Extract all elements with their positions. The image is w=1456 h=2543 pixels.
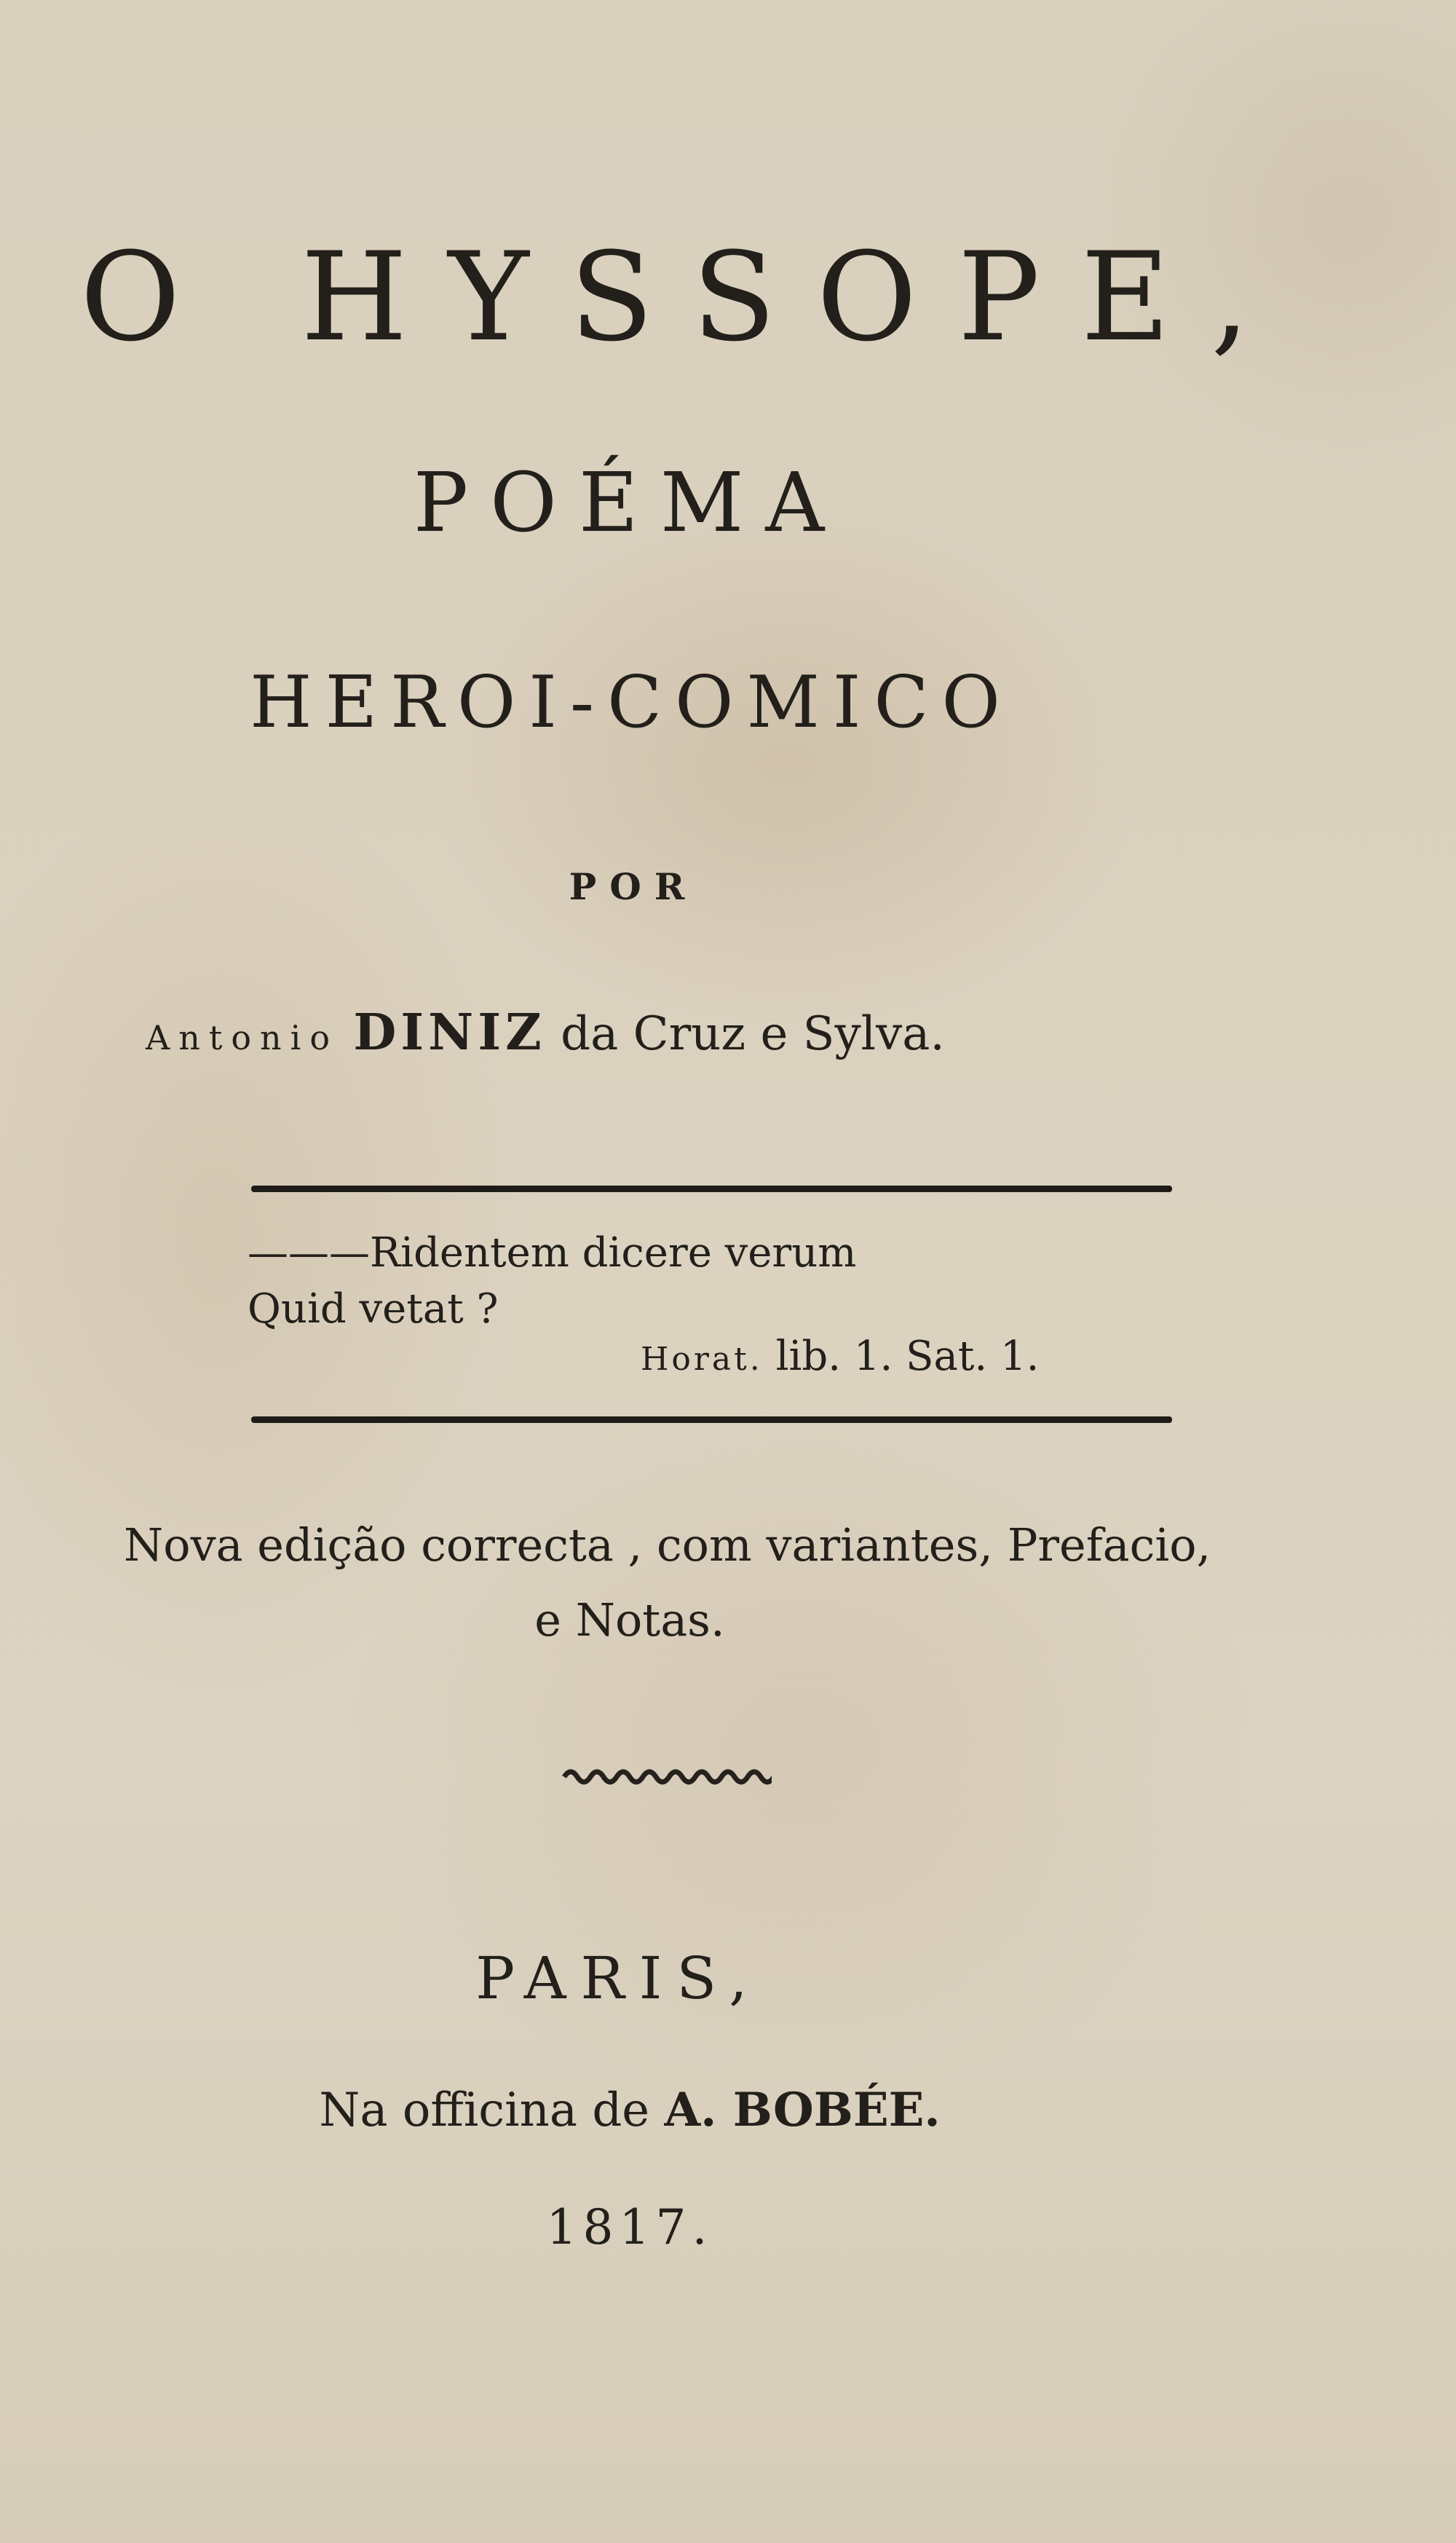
epigraph-source-ref: lib. 1. Sat. 1. bbox=[775, 1333, 1040, 1380]
imprint-city: PARIS, bbox=[475, 1944, 762, 2012]
ornament-divider bbox=[561, 1762, 772, 1791]
epigraph-source bbox=[641, 1333, 1039, 1380]
epigraph-source-name: Horat. bbox=[641, 1341, 763, 1378]
printer-prefix: Na officina de bbox=[319, 2083, 650, 2137]
author-surname: DINIZ bbox=[353, 1004, 546, 1062]
top-rule bbox=[251, 1186, 1172, 1192]
by-label: POR bbox=[569, 865, 698, 908]
edition-line-1: Nova edição correcta , com variantes, Prefacio, bbox=[124, 1518, 1211, 1572]
author-rest: da Cruz e Sylva. bbox=[561, 1007, 945, 1061]
printer-name: A. BOBÉE. bbox=[664, 2083, 941, 2137]
imprint-year: 1817. bbox=[546, 2199, 713, 2255]
title-line-3: HEROI-COMICO bbox=[250, 661, 1013, 744]
epigraph-line-1: ———Ridentem dicere verum bbox=[248, 1229, 857, 1277]
imprint-printer bbox=[0, 2083, 1259, 2137]
bottom-rule bbox=[251, 1416, 1172, 1423]
title-line-2: POÉMA bbox=[413, 456, 847, 551]
author-line bbox=[146, 1004, 945, 1062]
title-line-1: O HYSSOPE, bbox=[80, 226, 1291, 368]
edition-line-2: e Notas. bbox=[534, 1593, 725, 1647]
epigraph-line-2: Quid vetat ? bbox=[248, 1285, 499, 1333]
author-first-name: Antonio bbox=[146, 1018, 339, 1057]
